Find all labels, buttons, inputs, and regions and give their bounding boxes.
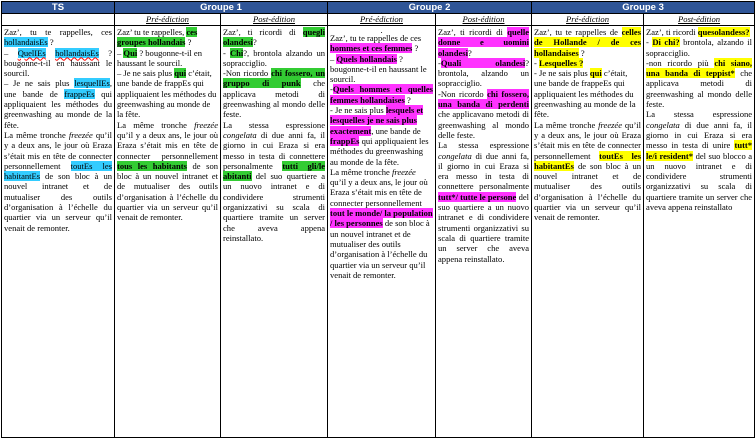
g1-post-line-1: Zaz’, ti ricordi di quegli olandesi? xyxy=(223,27,326,48)
g3-post-line-4: La stessa espressione congelata di due anni fa, il giorno in cui Eraza si era messo in testa di unire tutt* le/i resident* del suo blocco a un nuovo intranet e di condividere strumenti organizzativi su scala di quartiere tramite un server che aveva appena reinstallato xyxy=(646,109,753,213)
g3-post-line-1: Zaz’, ti ricordi quesolandess? xyxy=(646,27,750,37)
g3-pre-text-cell xyxy=(532,26,644,438)
subheader-g2-post: Post-édition xyxy=(436,14,532,26)
ts-line-1: Zaz’, tu te rappelles, ces hollandaisEs ? xyxy=(4,27,112,48)
g1-post-line-4: La stessa espressione congelata di due anni fa, il giorno in cui Eraza si era messo in testa di connettere personalmente tutti gli/le abitanti del suo quartiere a un nuovo intranet e di condividere strumenti organizzativi su scala di quartiere tramite un server che aveva appena reinstallato. xyxy=(223,119,326,243)
g2-post-line-3: -Non ricordo chi fossero, una banda di perdenti che applicavano metodi di greenwashing al mondo delle feste. xyxy=(438,88,530,140)
subheader-row xyxy=(2,14,755,26)
g1-post-line-3: -Non ricordo chi fossero, un gruppo di punk che applicava metodi di greenwashing al mondo delle feste. xyxy=(223,68,326,120)
ts-line-4: La même tronche freezée qu’il y a deux ans, le jour où Eraza s’était mis en tête de connecter personnellement toutEs les habitantEs de son bloc à un nouvel intranet et de mutualiser des outils d’organisation à l’échelle du quartier via un serveur qu’il venait de remonter. xyxy=(4,129,113,233)
g2-pre-line-2: – Quels hollandais ? bougonne-t-il en haussant le sourcil. xyxy=(330,53,427,85)
g3-post-text-cell xyxy=(644,26,755,438)
g1-pre-text-cell xyxy=(115,26,221,438)
g1-pre-line-2: – Qui ? bougonne-t-il en haussant le sourcil. xyxy=(117,47,202,68)
header-groupe-2: Groupe 2 xyxy=(328,2,532,14)
g3-post-line-2: - Di chi? brontola, alzando il sopracciglio. xyxy=(646,37,753,58)
content-row xyxy=(2,26,755,438)
subheader-g1-post: Post-édition xyxy=(221,14,328,26)
ts-line-2: – QuelIEs hollandaisEs ? bougonne-t-il en haussant le sourcil. xyxy=(4,47,112,79)
g1-pre-line-4: La même tronche freezée qu’il y a deux ans, le jour où Eraza s’était mis en tête de connecter personnellement tous les habitants de son bloc à un nouvel intranet et de mutualiser des outils d’organisation à l’échelle du quartier via un serveur qu’il venait de remonter. xyxy=(117,119,219,223)
g2-pre-line-5: La même tronche freezée qu’il y a deux ans, le jour où Eraza s’était mis en tête de connecter personnellement tout le monde/ la population / les personnes de son bloc à un nouvel intranet et de mutualiser des outils d’organisation à l’échelle du quartier via un serveur qu’il venait de remonter. xyxy=(330,166,433,280)
g2-post-line-4: La stessa espressione congelata di due anni fa, il giorno in cui Eraza si era messo in testa di connettere personalmente tutt*/ tutte le persone del suo quartiere a un nuovo intranet e di condividere strumenti organizzativi su scala di quartiere tramite un server che aveva appena reinstallato. xyxy=(438,140,530,264)
ts-line-3: – Je ne sais plus lesquelIEs, une bande de frappeEs qui appliquaient les méthodes du greenwashing au monde de la fête. xyxy=(4,78,112,130)
g3-pre-line-3: - Je ne sais plus qui c’était, une bande de frappeEs qui appliquaient les méthodes du greenwashing au monde de la fête. xyxy=(534,68,636,120)
g3-post-line-3: -non ricordo più chi siano, una banda di teppist* che applicava metodi di greenwashing al mondo delle feste. xyxy=(646,57,753,110)
g2-pre-dot: . xyxy=(380,25,383,35)
g3-pre-line-4: La même tronche freezée qu’il y a deux ans, le jour où Eraza s’était mis en tête de connecter personnellement toutEs les habitantEs de son bloc à un nouvel intranet et de mutualiser des outils d’organisation à l’échelle du quartier via un serveur qu’il venait de remonter. xyxy=(534,119,642,223)
g2-pre-line-3: -Quels hommes et quelles femmes hollandaises ? xyxy=(330,84,434,105)
g3-pre-line-1: Zaz’, tu te rappelles de celles de Hollande / de ces hollandaises ? xyxy=(534,27,642,58)
header-groupe-1: Groupe 1 xyxy=(115,2,328,14)
g1-pre-line-3: – Je ne sais plus qui c’était, une bande de frappEs qui appliquaient les méthodes du greenwashing au monde de la fête. xyxy=(117,68,217,120)
g2-post-line-2: -Quali olandesi? brontola, alzando un sopracciglio. xyxy=(438,57,530,89)
subheader-g3-pre: Pré-édiction xyxy=(532,14,644,26)
subheader-ts-empty xyxy=(2,14,115,26)
g2-post-line-1: Zaz’, ti ricordi di quelle donne e uomini olandesi? xyxy=(438,27,530,58)
group-header-row xyxy=(2,2,755,14)
g1-pre-line-1: Zaz’ tu te rappelles, ces groupes hollandais ? xyxy=(117,27,198,48)
g1-post-line-2: - Chi?, brontola alzando un sopracciglio. xyxy=(223,47,326,68)
g2-pre-line-4: - Je ne sais plus lesquels et lesquelles je ne sais plus exactement, une bande de frappEs qui appliquaient les méthodes du greenwashing au monde de la fête. xyxy=(330,105,429,167)
header-ts: TS xyxy=(2,2,115,14)
subheader-g1-pre: Pré-édiction xyxy=(115,14,221,26)
g2-pre-line-1: Zaz’, tu te rappelles de ces hommes et ces femmes ? xyxy=(330,33,422,54)
subheader-g3-post: Post-édition xyxy=(644,14,755,26)
g1-post-text-cell xyxy=(221,26,328,438)
ts-text-cell xyxy=(2,26,115,438)
comparison-table xyxy=(1,1,755,438)
header-groupe-3: Groupe 3 xyxy=(532,2,755,14)
g3-pre-line-2: - Lesquelles ? xyxy=(534,57,584,68)
g2-post-text-cell xyxy=(436,26,532,438)
subheader-g2-pre: Pré-édiction xyxy=(328,14,436,26)
g2-pre-text-cell xyxy=(328,26,436,438)
